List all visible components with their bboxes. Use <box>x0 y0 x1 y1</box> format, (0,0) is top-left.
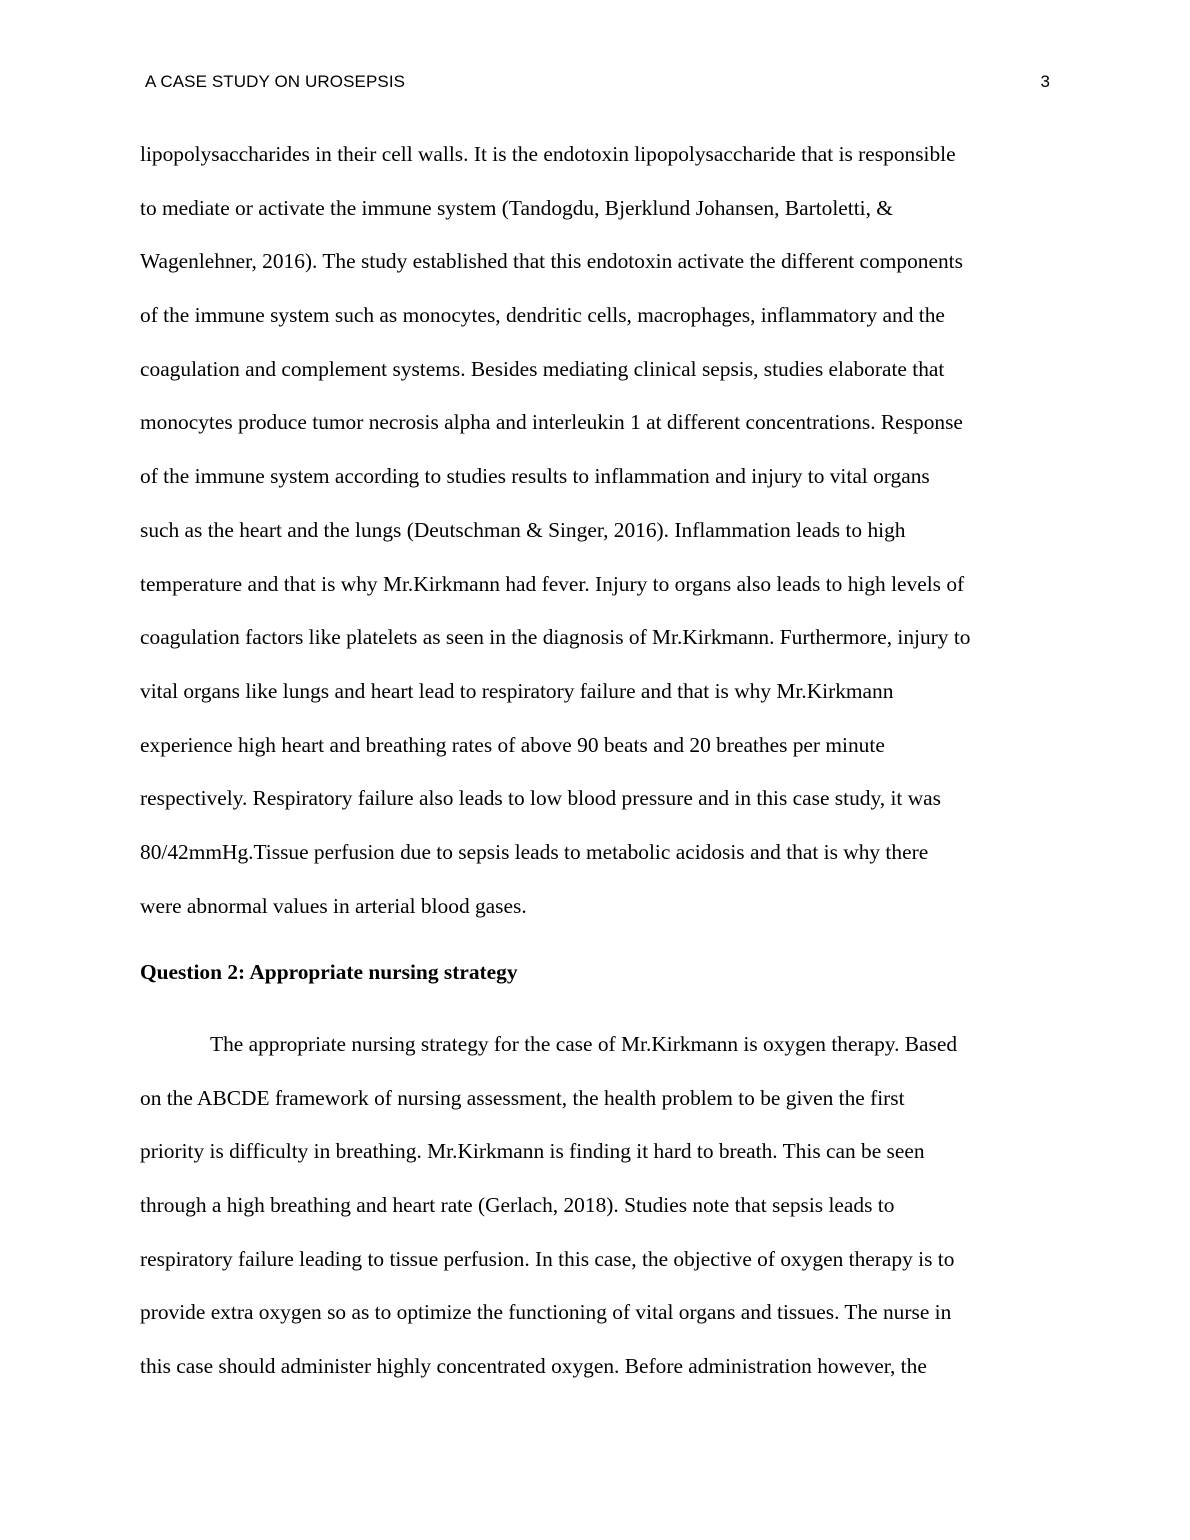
running-head: A CASE STUDY ON UROSEPSIS <box>145 72 406 91</box>
text-line: 80/42mmHg.Tissue perfusion due to sepsis leads to metabolic acidosis and that is why there <box>140 839 929 864</box>
text-line: experience high heart and breathing rates of above 90 beats and 20 breathes per minute <box>140 732 885 757</box>
page-number: 3 <box>1040 72 1050 91</box>
text-line: provide extra oxygen so as to optimize the functioning of vital organs and tissues. The nurse in <box>140 1300 952 1325</box>
text-line: of the immune system such as monocytes, dendritic cells, macrophages, inflammatory and the <box>140 303 945 328</box>
text-line: lipopolysaccharides in their cell walls. It is the endotoxin lipopolysaccharide that is responsible <box>140 142 956 166</box>
text-line: through a high breathing and heart rate (Gerlach, 2018). Studies note that sepsis leads to <box>140 1193 895 1218</box>
text-line: coagulation factors like platelets as seen in the diagnosis of Mr.Kirkmann. Furthermore, injury to <box>140 625 971 650</box>
text-line: to mediate or activate the immune system (Tandogdu, Bjerklund Johansen, Bartoletti, & <box>140 195 893 220</box>
text-line: respiratory failure leading to tissue perfusion. In this case, the objective of oxygen therapy is to <box>140 1246 955 1271</box>
text-line: temperature and that is why Mr.Kirkmann had fever. Injury to organs also leads to high levels of <box>140 571 965 596</box>
text-line: priority is difficulty in breathing. Mr.Kirkmann is finding it hard to breath. This can be seen <box>140 1139 925 1164</box>
paragraph-nursing-strategy <box>140 1029 1060 1405</box>
paragraph-immune-response <box>140 139 1060 944</box>
text-line: vital organs like lungs and heart lead to respiratory failure and that is why Mr.Kirkmann <box>140 678 894 703</box>
text-line: respectively. Respiratory failure also leads to low blood pressure and in this case study, it was <box>140 786 941 811</box>
text-line: The appropriate nursing strategy for the case of Mr.Kirkmann is oxygen therapy. Based <box>210 1032 958 1056</box>
text-line: monocytes produce tumor necrosis alpha and interleukin 1 at different concentrations. Response <box>140 410 963 435</box>
text-line: Wagenlehner, 2016). The study established that this endotoxin activate the different components <box>140 249 963 274</box>
text-line: this case should administer highly concentrated oxygen. Before administration however, the <box>140 1354 927 1379</box>
text-line: on the ABCDE framework of nursing assessment, the health problem to be given the first <box>140 1085 905 1110</box>
section-heading: Question 2: Appropriate nursing strategy <box>140 960 518 984</box>
text-line: such as the heart and the lungs (Deutschman & Singer, 2016). Inflammation leads to high <box>140 517 906 542</box>
text-line: were abnormal values in arterial blood gases. <box>140 893 527 918</box>
text-line: coagulation and complement systems. Besides mediating clinical sepsis, studies elaborate that <box>140 356 945 381</box>
text-line: of the immune system according to studies results to inflammation and injury to vital organs <box>140 464 930 489</box>
